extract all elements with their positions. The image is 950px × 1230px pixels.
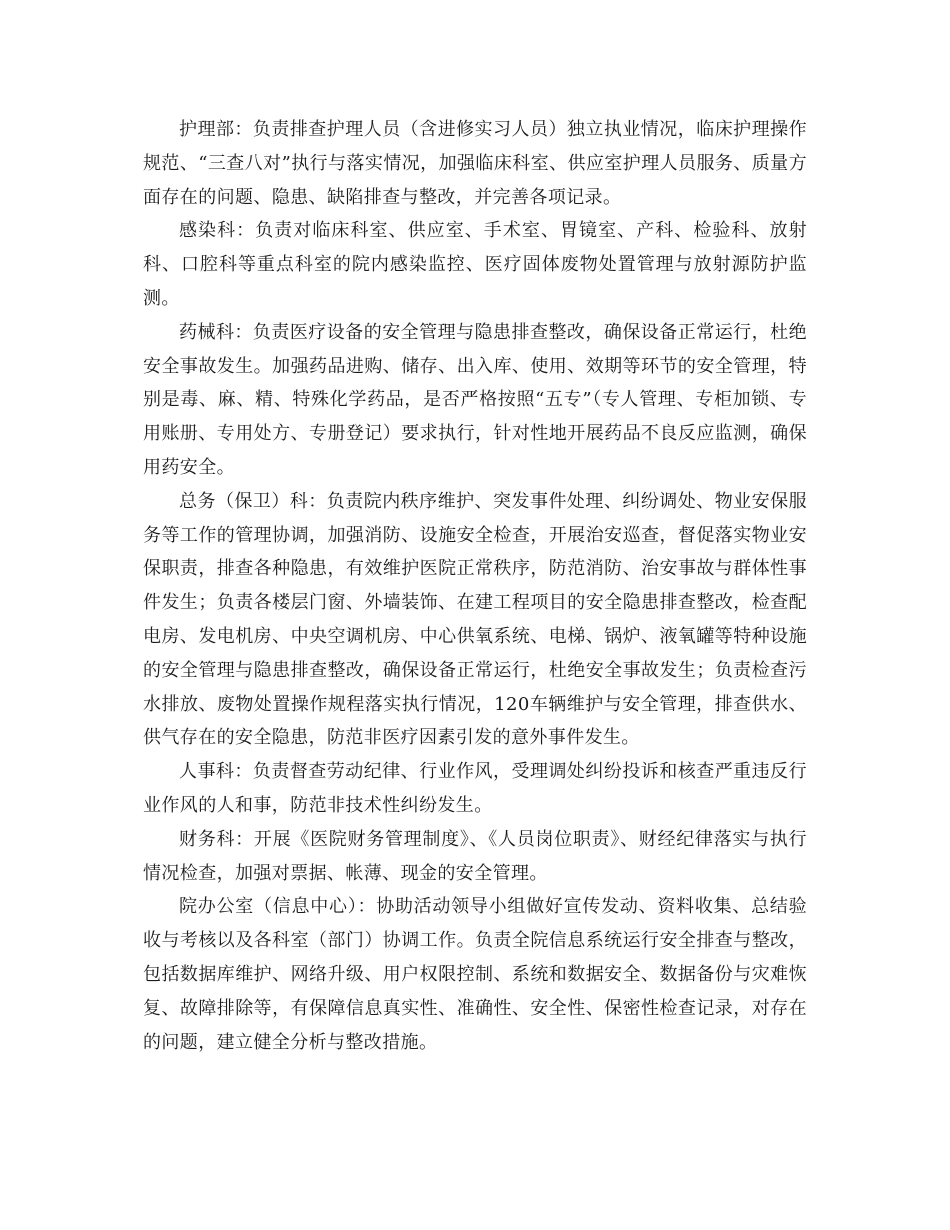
paragraph-personnel-dept: 人事科：负责督查劳动纪律、行业作风，受理调处纠纷投诉和核查严重违反行业作风的人和事，防范非技术性纠纷发生。	[143, 761, 807, 816]
paragraph-general-affairs-security-dept: 总务（保卫）科：负责院内秩序维护、突发事件处理、纠纷调处、物业安保服务等工作的管理协调，加强消防、设施安全检查，开展治安巡查，督促落实物业安保职责，排查各种隐患，有效维护医院正常秩序，防范消防、治安事故与群体性事件发生；负责各楼层门窗、外墙装饰、在建工程项目的安全隐患排查整改，检查配电房、发电机房、中央空调机房、中心供氧系统、电梯、锅炉、液氧罐等特种设施的安全管理与隐患排查整改，确保设备正常运行，杜绝安全事故发生；负责检查污水排放、废物处置操作规程落实执行情况，120车辆维护与安全管理，排查供水、供气存在的安全隐患，防范非医疗因素引发的意外事件发生。	[143, 490, 807, 749]
paragraph-pharmacy-equipment-dept: 药械科：负责医疗设备的安全管理与隐患排查整改，确保设备正常运行，杜绝安全事故发生。加强药品进购、储存、出入库、使用、效期等环节的安全管理，特别是毒、麻、精、特殊化学药品，是否严格按照“五专”（专人管理、专柜加锁、专用账册、专用处方、专册登记）要求执行，针对性地开展药品不良反应监测，确保用药安全。	[143, 321, 807, 478]
paragraph-nursing-dept: 护理部：负责排查护理人员（含进修实习人员）独立执业情况，临床护理操作规范、“三查八对”执行与落实情况，加强临床科室、供应室护理人员服务、质量方面存在的问题、隐患、缺陷排查与整改，并完善各项记录。	[143, 119, 807, 208]
paragraph-infection-dept: 感染科：负责对临床科室、供应室、手术室、胃镜室、产科、检验科、放射科、口腔科等重点科室的院内感染监控、医疗固体废物处置管理与放射源防护监测。	[143, 220, 807, 309]
paragraph-hospital-office: 院办公室（信息中心）：协助活动领导小组做好宣传发动、资料收集、总结验收与考核以及各科室（部门）协调工作。负责全院信息系统运行安全排查与整改，包括数据库维护、网络升级、用户权限控制、系统和数据安全、数据备份与灾难恢复、故障排除等，有保障信息真实性、准确性、安全性、保密性检查记录，对存在的问题，建立健全分析与整改措施。	[143, 896, 807, 1053]
paragraph-finance-dept: 财务科：开展《医院财务管理制度》、《人员岗位职责》、财经纪律落实与执行情况检查，加强对票据、帐薄、现金的安全管理。	[143, 828, 807, 884]
document-body	[143, 113, 807, 1059]
